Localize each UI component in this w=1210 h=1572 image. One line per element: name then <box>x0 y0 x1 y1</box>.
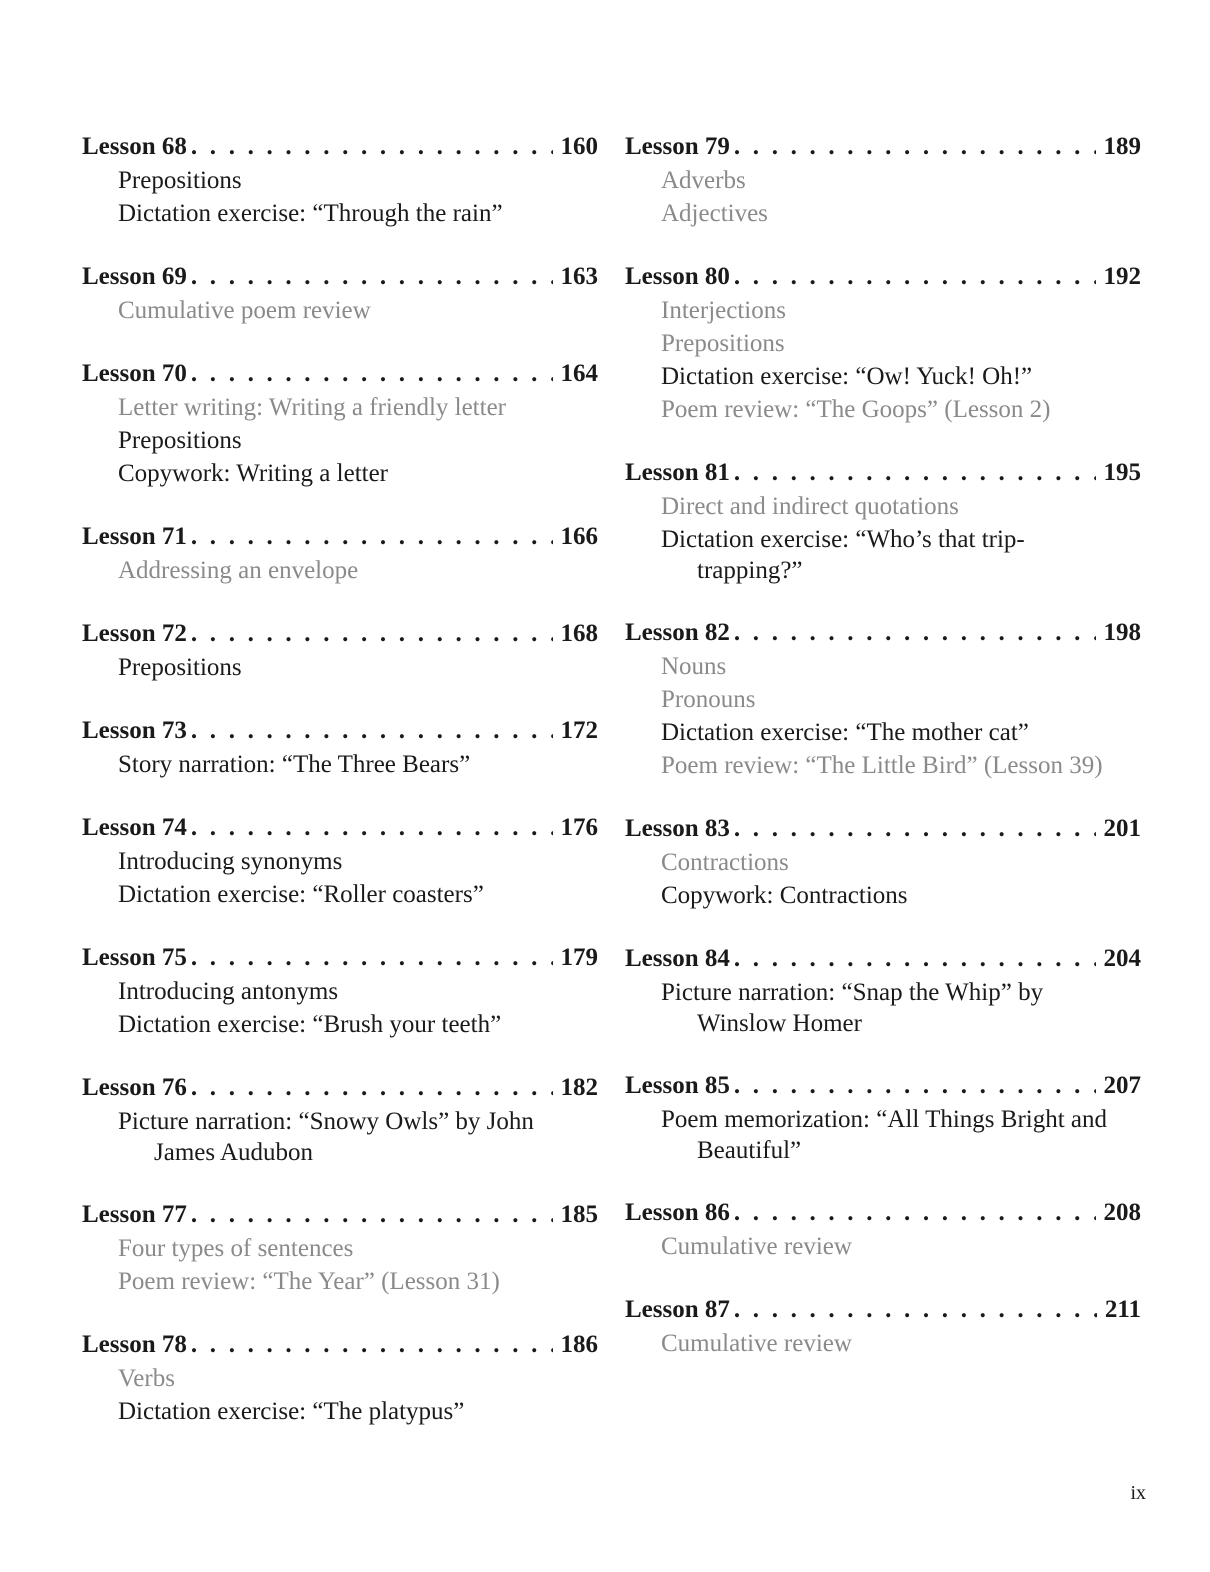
lesson-title: Lesson 80 <box>625 263 730 290</box>
dot-leader <box>734 1293 1097 1327</box>
toc-entry <box>625 1293 1141 1360</box>
lesson-topic-text: Nouns <box>661 653 727 680</box>
lesson-topic-text: Prepositions <box>118 167 242 194</box>
lesson-page-number: 160 <box>560 133 598 160</box>
lesson-page-number: 172 <box>560 717 598 744</box>
lesson-page-number: 168 <box>560 620 598 647</box>
lesson-topic <box>82 651 598 684</box>
toc-entry <box>82 714 598 781</box>
lesson-topic-text: Poem review: “The Little Bird” (Lesson 39) <box>661 752 1103 779</box>
toc-entry-heading <box>82 811 598 845</box>
lesson-topic <box>82 878 598 911</box>
lesson-page-number: 195 <box>1103 459 1141 486</box>
toc-entry-heading <box>82 941 598 975</box>
toc-entry-heading <box>625 1293 1141 1327</box>
lesson-topic <box>625 879 1141 912</box>
lesson-topic <box>625 749 1141 782</box>
lesson-topic <box>625 976 1141 1039</box>
lesson-topic <box>625 197 1141 230</box>
toc-entry <box>82 811 598 911</box>
lesson-title: Lesson 69 <box>82 263 187 290</box>
lesson-page-number: 166 <box>560 523 598 550</box>
toc-entry <box>625 456 1141 586</box>
lesson-topic-text: Four types of sentences <box>118 1235 354 1262</box>
toc-entry-heading <box>82 1071 598 1105</box>
lesson-topic <box>625 393 1141 426</box>
lesson-title: Lesson 79 <box>625 133 730 160</box>
toc-entry-heading <box>82 520 598 554</box>
lesson-page-number: 185 <box>560 1201 598 1228</box>
toc-entry-heading <box>82 617 598 651</box>
lesson-topic-text: Letter writing: Writing a friendly letter <box>118 394 506 421</box>
toc-entry <box>82 260 598 327</box>
lesson-title: Lesson 68 <box>82 133 187 160</box>
toc-entry-heading <box>82 130 598 164</box>
toc-entry <box>625 942 1141 1039</box>
lesson-page-number: 207 <box>1103 1072 1141 1099</box>
toc-entry <box>82 357 598 490</box>
lesson-topic-text: Adverbs <box>661 167 746 194</box>
toc-entry-heading <box>82 357 598 391</box>
lesson-topic <box>82 1395 598 1428</box>
lesson-title: Lesson 71 <box>82 523 187 550</box>
toc-entry-heading <box>625 1069 1141 1103</box>
lesson-topic-continuation: Beautiful” <box>697 1137 802 1164</box>
toc-entry-heading <box>625 812 1141 846</box>
lesson-topic-text: Prepositions <box>118 427 242 454</box>
lesson-page-number: 163 <box>560 263 598 290</box>
lesson-topic-text: Cumulative review <box>661 1233 852 1260</box>
toc-entry-heading <box>625 616 1141 650</box>
lesson-topic <box>82 1105 598 1168</box>
lesson-topic-text: Picture narration: “Snap the Whip” by <box>661 979 1044 1006</box>
dot-leader <box>191 811 553 845</box>
toc-entry <box>82 617 598 684</box>
dot-leader <box>191 714 553 748</box>
lesson-topic <box>625 327 1141 360</box>
lesson-topic-continuation: Winslow Homer <box>697 1010 862 1037</box>
lesson-topic-text: Dictation exercise: “Through the rain” <box>118 200 503 227</box>
toc-entry-heading <box>625 1196 1141 1230</box>
lesson-title: Lesson 81 <box>625 459 730 486</box>
lesson-topic-continuation: James Audubon <box>154 1139 314 1166</box>
dot-leader <box>734 130 1096 164</box>
lesson-topic <box>82 1265 598 1298</box>
dot-leader <box>734 812 1096 846</box>
lesson-title: Lesson 82 <box>625 619 730 646</box>
lesson-topic-text: Adjectives <box>661 200 768 227</box>
toc-entry-heading <box>82 1198 598 1232</box>
lesson-topic-text: Dictation exercise: “Brush your teeth” <box>118 1011 502 1038</box>
lesson-page-number: 176 <box>560 814 598 841</box>
dot-leader <box>734 942 1096 976</box>
lesson-page-number: 201 <box>1103 815 1141 842</box>
lesson-topic-text: Poem review: “The Year” (Lesson 31) <box>118 1268 500 1295</box>
lesson-page-number: 198 <box>1103 619 1141 646</box>
lesson-topic-text: Prepositions <box>661 330 785 357</box>
lesson-topic <box>625 360 1141 393</box>
lesson-topic <box>625 650 1141 683</box>
lesson-page-number: 186 <box>560 1331 598 1358</box>
lesson-topic <box>625 1327 1141 1360</box>
dot-leader <box>191 130 553 164</box>
lesson-topic <box>82 294 598 327</box>
lesson-topic-text: Interjections <box>661 297 786 324</box>
lesson-page-number: 182 <box>560 1074 598 1101</box>
lesson-topic <box>625 716 1141 749</box>
lesson-topic <box>625 1103 1141 1166</box>
lesson-title: Lesson 76 <box>82 1074 187 1101</box>
dot-leader <box>734 456 1096 490</box>
dot-leader <box>734 616 1096 650</box>
lesson-topic <box>82 845 598 878</box>
lesson-topic <box>82 197 598 230</box>
lesson-topic-text: Story narration: “The Three Bears” <box>118 751 471 778</box>
lesson-title: Lesson 85 <box>625 1072 730 1099</box>
lesson-title: Lesson 78 <box>82 1331 187 1358</box>
lesson-page-number: 211 <box>1104 1296 1141 1323</box>
toc-right-column <box>625 130 1141 1360</box>
lesson-topic-text: Picture narration: “Snowy Owls” by John <box>118 1108 534 1135</box>
dot-leader <box>191 941 553 975</box>
dot-leader <box>191 357 553 391</box>
lesson-page-number: 179 <box>560 944 598 971</box>
lesson-topic-text: Verbs <box>118 1365 175 1392</box>
lesson-title: Lesson 77 <box>82 1201 187 1228</box>
lesson-topic-text: Dictation exercise: “Who’s that trip- <box>661 526 1025 553</box>
dot-leader <box>734 1069 1096 1103</box>
page-number: ix <box>1130 1482 1146 1504</box>
dot-leader <box>191 617 553 651</box>
lesson-topic <box>625 523 1141 586</box>
lesson-topic-text: Copywork: Writing a letter <box>118 460 389 487</box>
toc-entry-heading <box>82 714 598 748</box>
lesson-topic <box>625 846 1141 879</box>
lesson-page-number: 189 <box>1103 133 1141 160</box>
lesson-topic <box>625 294 1141 327</box>
toc-entry <box>625 1069 1141 1166</box>
lesson-title: Lesson 75 <box>82 944 187 971</box>
toc-entry-heading <box>82 1328 598 1362</box>
toc-entry <box>82 520 598 587</box>
lesson-topic-text: Dictation exercise: “Roller coasters” <box>118 881 484 908</box>
dot-leader <box>191 520 553 554</box>
lesson-topic <box>82 391 598 424</box>
lesson-topic-text: Cumulative review <box>661 1330 852 1357</box>
dot-leader <box>191 1071 553 1105</box>
lesson-title: Lesson 84 <box>625 945 730 972</box>
lesson-topic-text: Pronouns <box>661 686 756 713</box>
lesson-topic <box>82 1008 598 1041</box>
toc-entry <box>625 1196 1141 1263</box>
lesson-page-number: 192 <box>1103 263 1141 290</box>
lesson-topic <box>82 1362 598 1395</box>
lesson-topic <box>82 975 598 1008</box>
toc-entry-heading <box>82 260 598 294</box>
dot-leader <box>191 1198 553 1232</box>
lesson-topic-text: Poem memorization: “All Things Bright and <box>661 1106 1108 1133</box>
toc-entry-heading <box>625 260 1141 294</box>
lesson-title: Lesson 73 <box>82 717 187 744</box>
lesson-topic <box>82 424 598 457</box>
toc-entry <box>625 130 1141 230</box>
toc-entry <box>82 1328 598 1428</box>
toc-left-column <box>82 130 598 1428</box>
lesson-topic-text: Dictation exercise: “Ow! Yuck! Oh!” <box>661 363 1033 390</box>
lesson-topic-text: Addressing an envelope <box>118 557 359 584</box>
toc-entry <box>82 941 598 1041</box>
lesson-topic-text: Contractions <box>661 849 789 876</box>
toc-entry <box>82 1198 598 1298</box>
lesson-title: Lesson 86 <box>625 1199 730 1226</box>
lesson-topic <box>82 748 598 781</box>
dot-leader <box>191 1328 553 1362</box>
lesson-title: Lesson 87 <box>625 1296 730 1323</box>
lesson-title: Lesson 72 <box>82 620 187 647</box>
toc-entry <box>82 130 598 230</box>
dot-leader <box>734 260 1096 294</box>
lesson-topic <box>625 164 1141 197</box>
toc-entry <box>625 812 1141 912</box>
lesson-topic-text: Prepositions <box>118 654 242 681</box>
toc-entry <box>625 616 1141 782</box>
toc-entry-heading <box>625 942 1141 976</box>
lesson-title: Lesson 83 <box>625 815 730 842</box>
lesson-title: Lesson 74 <box>82 814 187 841</box>
lesson-topic-text: Copywork: Contractions <box>661 882 908 909</box>
toc-entry-heading <box>625 456 1141 490</box>
lesson-page-number: 204 <box>1103 945 1141 972</box>
toc-entry <box>625 260 1141 426</box>
lesson-topic-text: Poem review: “The Goops” (Lesson 2) <box>661 396 1051 423</box>
lesson-title: Lesson 70 <box>82 360 187 387</box>
lesson-topic-continuation: trapping?” <box>697 557 803 584</box>
lesson-page-number: 208 <box>1103 1199 1141 1226</box>
lesson-topic-text: Dictation exercise: “The mother cat” <box>661 719 1029 746</box>
lesson-topic <box>625 490 1141 523</box>
toc-entry <box>82 1071 598 1168</box>
dot-leader <box>734 1196 1096 1230</box>
lesson-topic-text: Direct and indirect quotations <box>661 493 959 520</box>
lesson-topic <box>82 164 598 197</box>
lesson-topic <box>82 554 598 587</box>
dot-leader <box>191 260 553 294</box>
lesson-topic-text: Dictation exercise: “The platypus” <box>118 1398 465 1425</box>
lesson-topic <box>625 1230 1141 1263</box>
lesson-topic-text: Introducing antonyms <box>118 978 339 1005</box>
lesson-topic-text: Cumulative poem review <box>118 297 371 324</box>
lesson-topic <box>625 683 1141 716</box>
lesson-topic <box>82 1232 598 1265</box>
lesson-topic <box>82 457 598 490</box>
lesson-page-number: 164 <box>560 360 598 387</box>
toc-entry-heading <box>625 130 1141 164</box>
lesson-topic-text: Introducing synonyms <box>118 848 343 875</box>
